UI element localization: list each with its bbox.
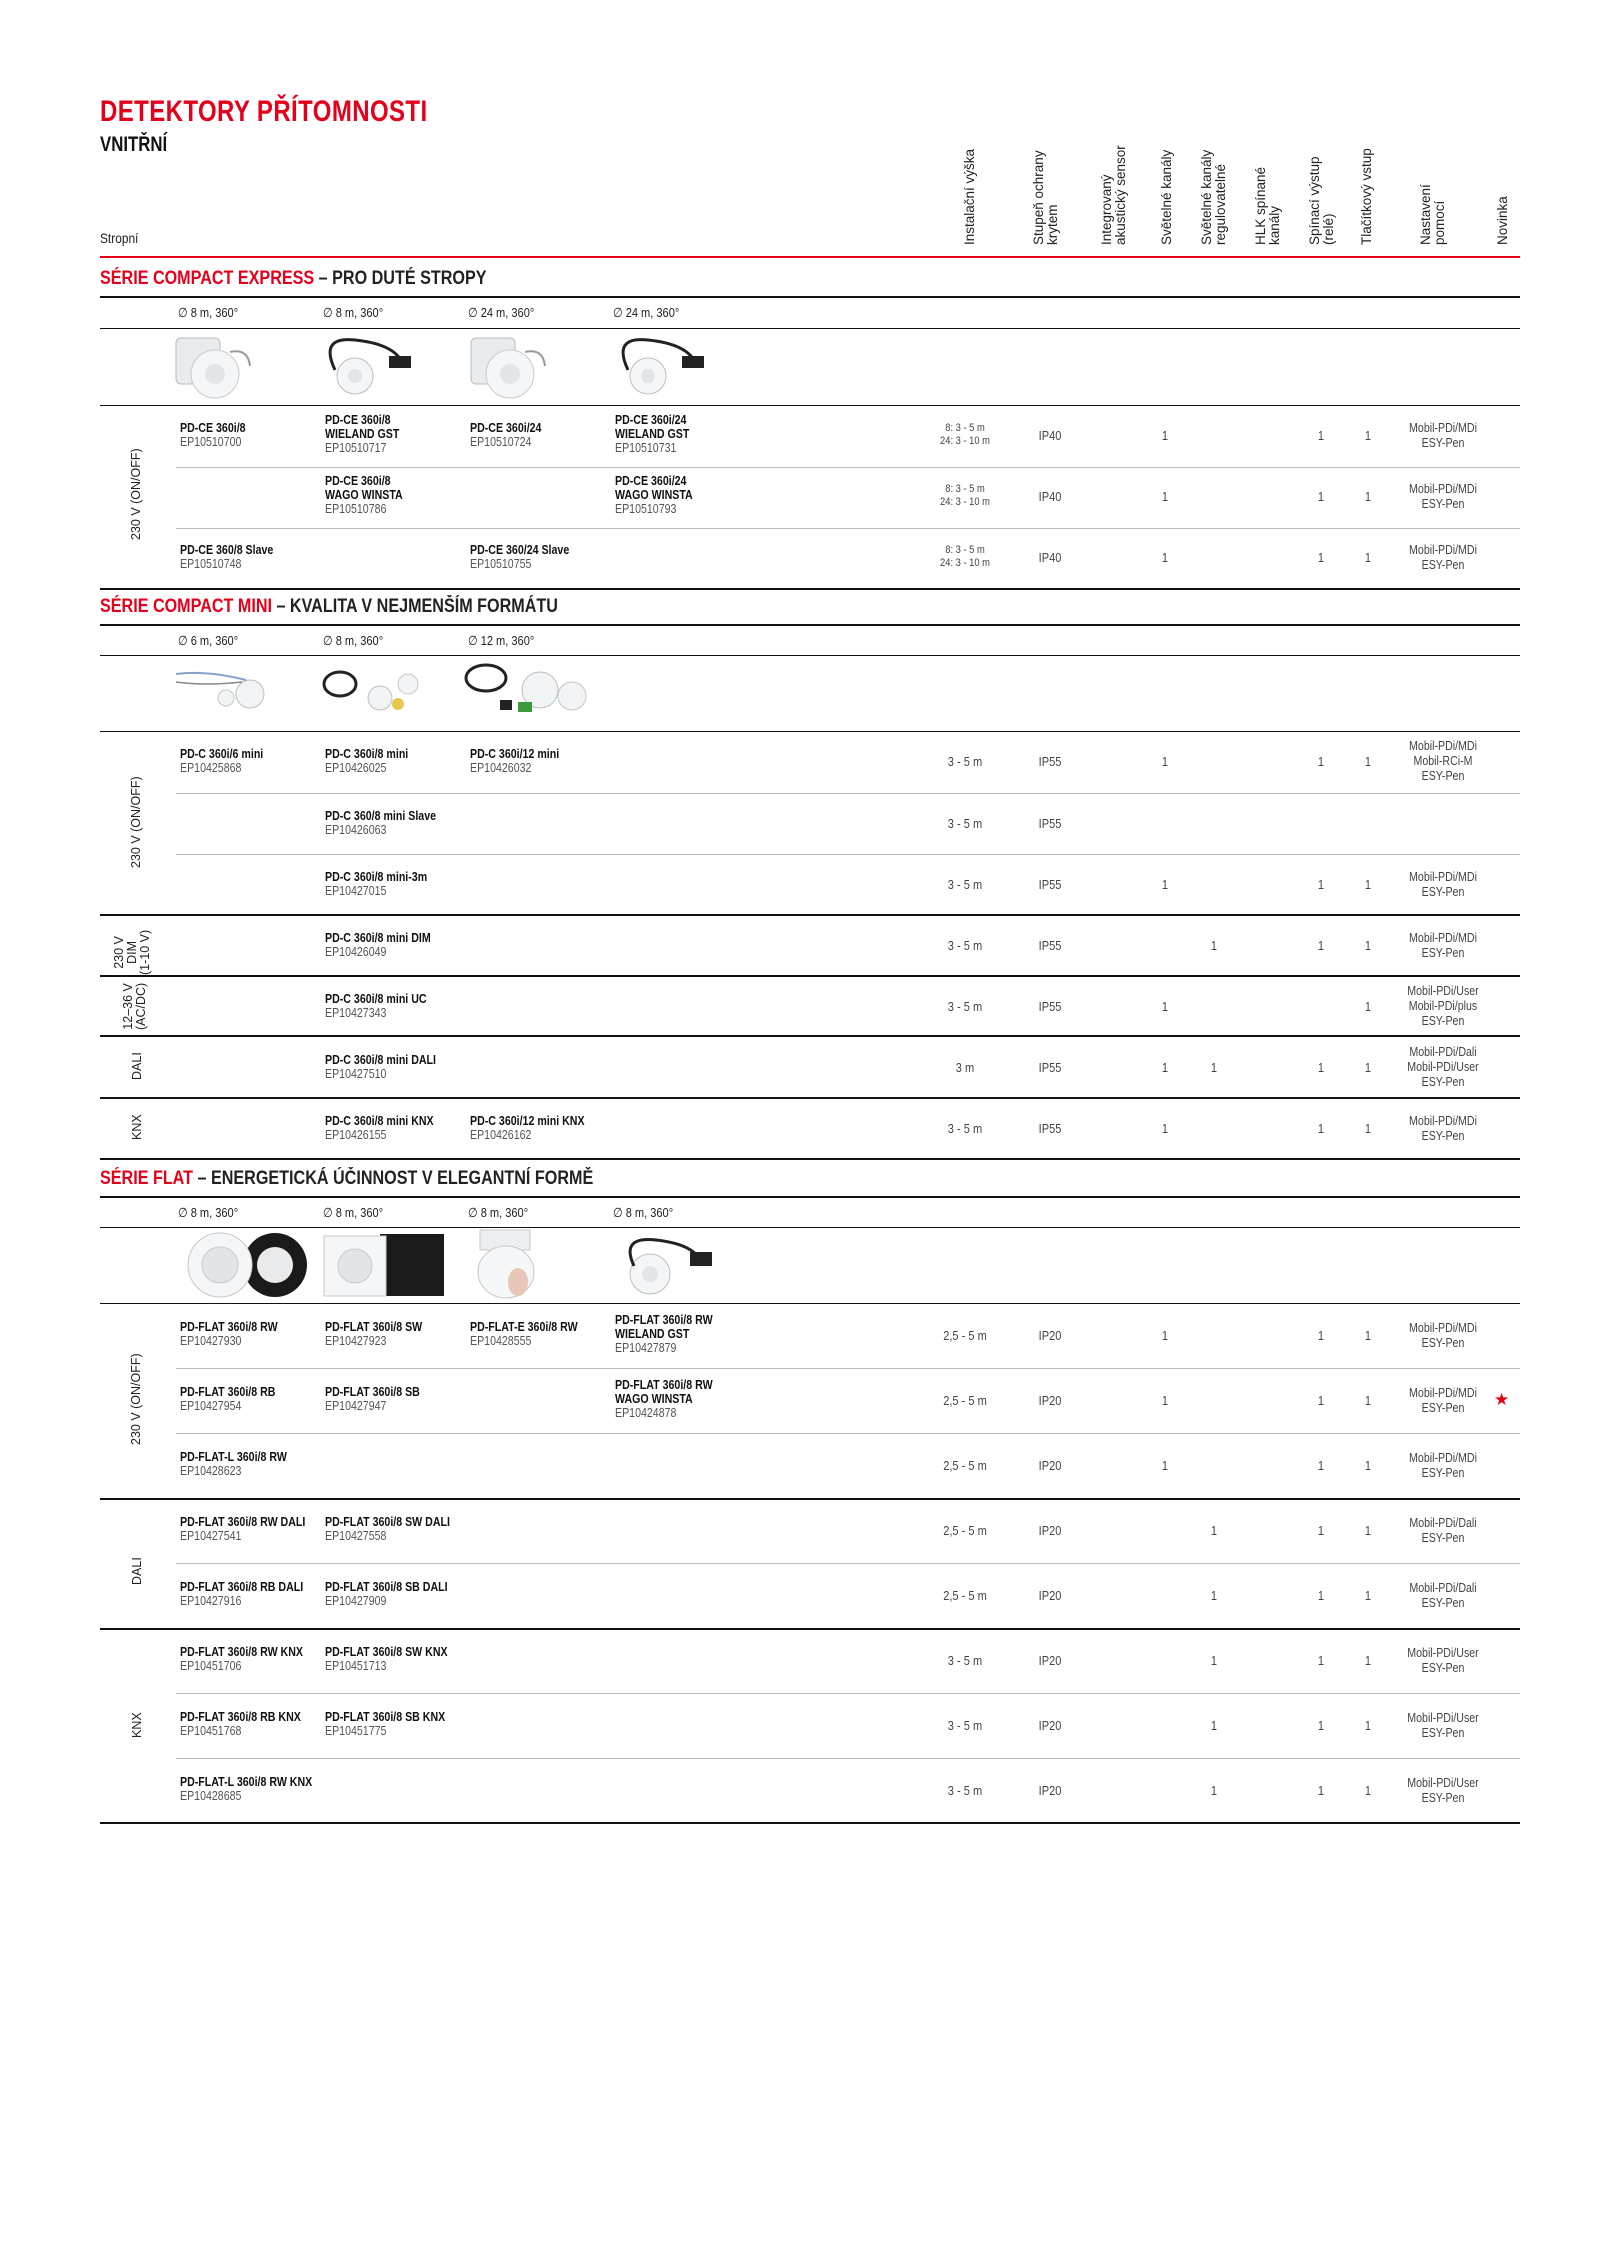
button-input-value: 1 — [1364, 938, 1372, 953]
install-height: 3 m — [955, 1060, 975, 1075]
section-title-flat: SÉRIE FLAT – ENERGETICKÁ ÚČINNOST V ELEGANTNÍ FORMĚ — [100, 1168, 594, 1189]
product-cell: PD-FLAT-L 360i/8 RW KNX EP10428685 — [180, 1775, 313, 1803]
product-cell: PD-FLAT 360i/8 SW EP10427923 — [325, 1320, 423, 1348]
group-rule — [100, 914, 1520, 916]
relay-value: 1 — [1317, 1653, 1325, 1668]
settings-value: Mobil-PDi/MDi ESY-Pen — [1409, 931, 1477, 960]
column-header-dim-channels: Světelné kanály regulovatelné — [1199, 149, 1228, 245]
ip-rating: IP20 — [1038, 1653, 1062, 1668]
dim-channels-value: 1 — [1210, 1060, 1218, 1075]
button-input-value: 1 — [1364, 428, 1372, 443]
relay-value: 1 — [1317, 1393, 1325, 1408]
diameter-label: ∅ 8 m, 360° — [323, 633, 384, 648]
group-rule — [100, 1498, 1520, 1500]
voltage-label: KNX — [130, 1712, 144, 1738]
product-image-pd-ce-24-gst — [608, 330, 718, 400]
relay-value: 1 — [1317, 428, 1325, 443]
section-rule — [100, 624, 1520, 626]
product-image-pd-flat-gst — [612, 1232, 722, 1298]
product-image-pd-c-6-mini — [172, 660, 282, 720]
product-cell: PD-C 360i/8 mini DALI EP10427510 — [325, 1053, 437, 1081]
column-header-light-channels: Světelné kanály — [1159, 149, 1174, 245]
button-input-value: 1 — [1364, 1328, 1372, 1343]
product-cell: PD-FLAT-E 360i/8 RW EP10428555 — [470, 1320, 578, 1348]
dim-channels-value: 1 — [1210, 1588, 1218, 1603]
ip-rating: IP55 — [1038, 1060, 1062, 1075]
product-cell: PD-FLAT 360i/8 SW KNX EP10451713 — [325, 1645, 448, 1673]
diameter-label: ∅ 24 m, 360° — [613, 305, 680, 320]
button-input-value: 1 — [1364, 1783, 1372, 1798]
new-star-icon: ★ — [1494, 1390, 1510, 1409]
diameter-label: ∅ 8 m, 360° — [178, 1205, 239, 1220]
settings-value: Mobil-PDi/Dali ESY-Pen — [1409, 1516, 1477, 1545]
install-height: 3 - 5 m — [947, 1783, 983, 1798]
dim-channels-value: 1 — [1210, 1718, 1218, 1733]
product-cell: PD-FLAT 360i/8 RW KNX EP10451706 — [180, 1645, 303, 1673]
product-cell: PD-FLAT 360i/8 RW DALI EP10427541 — [180, 1515, 306, 1543]
settings-value: Mobil-PDi/MDi ESY-Pen — [1409, 1114, 1477, 1143]
ip-rating: IP55 — [1038, 816, 1062, 831]
product-image-pd-c-12-mini — [460, 656, 600, 720]
install-height: 2,5 - 5 m — [943, 1458, 987, 1473]
product-cell: PD-CE 360/24 Slave EP10510755 — [470, 543, 570, 571]
section-rule — [100, 731, 1520, 732]
button-input-value: 1 — [1364, 1458, 1372, 1473]
section-rule — [100, 588, 1520, 590]
settings-value: Mobil-PDi/MDi Mobil-RCi-M ESY-Pen — [1409, 739, 1477, 783]
dim-channels-value: 1 — [1210, 1783, 1218, 1798]
product-image-pd-c-8-mini — [318, 660, 428, 720]
column-header-new: Novinka — [1495, 196, 1510, 245]
settings-value: Mobil-PDi/MDi ESY-Pen — [1409, 421, 1477, 450]
ip-rating: IP55 — [1038, 938, 1062, 953]
settings-value: Mobil-PDi/User ESY-Pen — [1407, 1646, 1479, 1675]
ip-rating: IP40 — [1038, 489, 1062, 504]
diameter-label: ∅ 24 m, 360° — [468, 305, 535, 320]
install-height: 8: 3 - 5 m 24: 3 - 10 m — [940, 422, 990, 447]
ip-rating: IP55 — [1038, 1121, 1062, 1136]
ip-rating: IP20 — [1038, 1393, 1062, 1408]
product-cell: PD-CE 360i/24 EP10510724 — [470, 421, 542, 449]
relay-value: 1 — [1317, 938, 1325, 953]
button-input-value: 1 — [1364, 489, 1372, 504]
column-header-ip: Stupeň ochrany krytem — [1031, 150, 1060, 245]
section-title-compact-express: SÉRIE COMPACT EXPRESS – PRO DUTÉ STROPY — [100, 268, 487, 289]
voltage-label: 230 V (ON/OFF) — [129, 776, 143, 868]
settings-value: Mobil-PDi/MDi ESY-Pen — [1409, 1386, 1477, 1415]
button-input-value: 1 — [1364, 1121, 1372, 1136]
product-cell: PD-FLAT 360i/8 RB KNX EP10451768 — [180, 1710, 301, 1738]
product-cell: PD-C 360i/8 mini DIM EP10426049 — [325, 931, 431, 959]
light-channels-value: 1 — [1161, 754, 1169, 769]
product-image-pd-ce-24 — [465, 332, 555, 402]
product-cell: PD-C 360i/8 mini UC EP10427343 — [325, 992, 427, 1020]
product-cell: PD-FLAT 360i/8 RW WIELAND GST EP10427879 — [615, 1313, 713, 1355]
install-height: 3 - 5 m — [947, 938, 983, 953]
column-header-relay: Spínací výstup (relé) — [1307, 156, 1336, 245]
relay-value: 1 — [1317, 489, 1325, 504]
dim-channels-value: 1 — [1210, 1523, 1218, 1538]
install-height: 8: 3 - 5 m 24: 3 - 10 m — [940, 483, 990, 508]
product-image-pd-flat-e — [470, 1228, 550, 1302]
ip-rating: IP20 — [1038, 1328, 1062, 1343]
product-cell: PD-C 360/8 mini Slave EP10426063 — [325, 809, 437, 837]
settings-value: Mobil-PDi/Dali Mobil-PDi/User ESY-Pen — [1407, 1045, 1479, 1089]
light-channels-value: 1 — [1161, 550, 1169, 565]
relay-value: 1 — [1317, 1783, 1325, 1798]
settings-value: Mobil-PDi/User ESY-Pen — [1407, 1711, 1479, 1740]
dim-channels-value: 1 — [1210, 938, 1218, 953]
row-divider — [176, 1368, 1520, 1369]
product-cell: PD-C 360i/8 mini-3m EP10427015 — [325, 870, 428, 898]
button-input-value: 1 — [1364, 550, 1372, 565]
product-cell: PD-FLAT 360i/8 SB KNX EP10451775 — [325, 1710, 446, 1738]
light-channels-value: 1 — [1161, 999, 1169, 1014]
diameter-label: ∅ 8 m, 360° — [178, 305, 239, 320]
product-cell: PD-CE 360i/8 EP10510700 — [180, 421, 246, 449]
product-cell: PD-C 360i/8 mini EP10426025 — [325, 747, 409, 775]
settings-value: Mobil-PDi/User Mobil-PDi/plus ESY-Pen — [1407, 984, 1479, 1028]
row-divider — [176, 854, 1520, 855]
ip-rating: IP55 — [1038, 877, 1062, 892]
ip-rating: IP55 — [1038, 999, 1062, 1014]
section-rule — [100, 1227, 1520, 1228]
diameter-label: ∅ 8 m, 360° — [468, 1205, 529, 1220]
settings-value: Mobil-PDi/MDi ESY-Pen — [1409, 482, 1477, 511]
product-cell: PD-FLAT 360i/8 SB DALI EP10427909 — [325, 1580, 448, 1608]
voltage-label: DALI — [130, 1052, 144, 1080]
light-channels-value: 1 — [1161, 1060, 1169, 1075]
product-cell: PD-CE 360/8 Slave EP10510748 — [180, 543, 274, 571]
product-image-pd-ce-8-gst — [315, 330, 425, 400]
page-subtitle: VNITŘNÍ — [100, 133, 168, 156]
ip-rating: IP20 — [1038, 1588, 1062, 1603]
ip-rating: IP40 — [1038, 428, 1062, 443]
install-height: 3 - 5 m — [947, 1718, 983, 1733]
relay-value: 1 — [1317, 1523, 1325, 1538]
header-rule — [100, 256, 1520, 258]
button-input-value: 1 — [1364, 1718, 1372, 1733]
relay-value: 1 — [1317, 754, 1325, 769]
voltage-label: 12–36 V (AC/DC) — [121, 982, 148, 1030]
section-title-compact-mini: SÉRIE COMPACT MINI – KVALITA V NEJMENŠÍM FORMÁTU — [100, 596, 558, 617]
row-divider — [176, 793, 1520, 794]
product-cell: PD-CE 360i/24 WAGO WINSTA EP10510793 — [615, 474, 693, 516]
install-height: 8: 3 - 5 m 24: 3 - 10 m — [940, 544, 990, 569]
row-divider — [176, 1758, 1520, 1759]
product-cell: PD-CE 360i/8 WIELAND GST EP10510717 — [325, 413, 400, 455]
settings-value: Mobil-PDi/MDi ESY-Pen — [1409, 870, 1477, 899]
product-cell: PD-CE 360i/24 WIELAND GST EP10510731 — [615, 413, 690, 455]
group-rule — [100, 1035, 1520, 1037]
column-header-acoustic: Integrovaný akustický sensor — [1099, 145, 1128, 245]
install-height: 3 - 5 m — [947, 1121, 983, 1136]
group-rule — [100, 1628, 1520, 1630]
section-rule — [100, 296, 1520, 298]
light-channels-value: 1 — [1161, 489, 1169, 504]
relay-value: 1 — [1317, 1588, 1325, 1603]
ip-rating: IP20 — [1038, 1783, 1062, 1798]
row-divider — [176, 1563, 1520, 1564]
settings-value: Mobil-PDi/MDi ESY-Pen — [1409, 543, 1477, 572]
settings-value: Mobil-PDi/Dali ESY-Pen — [1409, 1581, 1477, 1610]
product-cell: PD-C 360i/12 mini KNX EP10426162 — [470, 1114, 585, 1142]
settings-value: Mobil-PDi/MDi ESY-Pen — [1409, 1451, 1477, 1480]
install-height: 2,5 - 5 m — [943, 1328, 987, 1343]
settings-value: Mobil-PDi/MDi ESY-Pen — [1409, 1321, 1477, 1350]
group-rule — [100, 1097, 1520, 1099]
install-height: 3 - 5 m — [947, 877, 983, 892]
diameter-label: ∅ 12 m, 360° — [468, 633, 535, 648]
ip-rating: IP20 — [1038, 1718, 1062, 1733]
column-header-hvac: HLK spínané kanály — [1253, 166, 1282, 245]
button-input-value: 1 — [1364, 877, 1372, 892]
product-cell: PD-FLAT 360i/8 RW WAGO WINSTA EP10424878 — [615, 1378, 713, 1420]
button-input-value: 1 — [1364, 1393, 1372, 1408]
ip-rating: IP40 — [1038, 550, 1062, 565]
light-channels-value: 1 — [1161, 428, 1169, 443]
row-divider — [176, 1433, 1520, 1434]
diameter-label: ∅ 6 m, 360° — [178, 633, 239, 648]
dim-channels-value: 1 — [1210, 1653, 1218, 1668]
section-rule — [100, 1196, 1520, 1198]
voltage-label: 230 V (ON/OFF) — [129, 448, 143, 540]
light-channels-value: 1 — [1161, 1393, 1169, 1408]
diameter-label: ∅ 8 m, 360° — [613, 1205, 674, 1220]
mount-type-label: Stropní — [100, 230, 139, 246]
section-rule — [100, 655, 1520, 656]
voltage-label: 230 V DIM (1-10 V) — [112, 929, 152, 975]
install-height: 3 - 5 m — [947, 754, 983, 769]
voltage-label: 230 V (ON/OFF) — [129, 1353, 143, 1445]
button-input-value: 1 — [1364, 1523, 1372, 1538]
product-cell: PD-FLAT-L 360i/8 RW EP10428623 — [180, 1450, 287, 1478]
relay-value: 1 — [1317, 1121, 1325, 1136]
settings-value: Mobil-PDi/User ESY-Pen — [1407, 1776, 1479, 1805]
install-height: 3 - 5 m — [947, 1653, 983, 1668]
ip-rating: IP20 — [1038, 1458, 1062, 1473]
row-divider — [176, 467, 1520, 468]
product-cell: PD-FLAT 360i/8 SW DALI EP10427558 — [325, 1515, 450, 1543]
section-rule — [100, 1303, 1520, 1304]
column-header-settings: Nastavení pomocí — [1418, 184, 1447, 245]
group-rule — [100, 975, 1520, 977]
relay-value: 1 — [1317, 1060, 1325, 1075]
light-channels-value: 1 — [1161, 1328, 1169, 1343]
install-height: 2,5 - 5 m — [943, 1393, 987, 1408]
button-input-value: 1 — [1364, 999, 1372, 1014]
section-rule — [100, 328, 1520, 329]
product-cell: PD-FLAT 360i/8 RB EP10427954 — [180, 1385, 276, 1413]
product-cell: PD-FLAT 360i/8 SB EP10427947 — [325, 1385, 420, 1413]
ip-rating: IP55 — [1038, 754, 1062, 769]
relay-value: 1 — [1317, 1718, 1325, 1733]
button-input-value: 1 — [1364, 754, 1372, 769]
table-end-rule — [100, 1822, 1520, 1824]
section-rule — [100, 405, 1520, 406]
product-image-pd-ce-8 — [170, 332, 260, 402]
voltage-label: DALI — [130, 1557, 144, 1585]
product-image-pd-flat-round — [175, 1230, 315, 1300]
relay-value: 1 — [1317, 550, 1325, 565]
diameter-label: ∅ 8 m, 360° — [323, 305, 384, 320]
column-header-install-height: Instalační výška — [962, 148, 977, 245]
install-height: 2,5 - 5 m — [943, 1523, 987, 1538]
voltage-label: KNX — [130, 1114, 144, 1140]
product-cell: PD-FLAT 360i/8 RW EP10427930 — [180, 1320, 278, 1348]
light-channels-value: 1 — [1161, 1121, 1169, 1136]
product-cell: PD-C 360i/8 mini KNX EP10426155 — [325, 1114, 434, 1142]
product-image-pd-flat-square — [322, 1232, 452, 1298]
install-height: 2,5 - 5 m — [943, 1588, 987, 1603]
button-input-value: 1 — [1364, 1653, 1372, 1668]
page-title: DETEKTORY PŘÍTOMNOSTI — [100, 95, 428, 128]
button-input-value: 1 — [1364, 1060, 1372, 1075]
product-cell: PD-C 360i/6 mini EP10425868 — [180, 747, 264, 775]
diameter-label: ∅ 8 m, 360° — [323, 1205, 384, 1220]
relay-value: 1 — [1317, 1328, 1325, 1343]
install-height: 3 - 5 m — [947, 999, 983, 1014]
product-cell: PD-FLAT 360i/8 RB DALI EP10427916 — [180, 1580, 304, 1608]
ip-rating: IP20 — [1038, 1523, 1062, 1538]
light-channels-value: 1 — [1161, 877, 1169, 892]
section-rule — [100, 1158, 1520, 1160]
install-height: 3 - 5 m — [947, 816, 983, 831]
row-divider — [176, 1693, 1520, 1694]
button-input-value: 1 — [1364, 1588, 1372, 1603]
relay-value: 1 — [1317, 877, 1325, 892]
light-channels-value: 1 — [1161, 1458, 1169, 1473]
column-header-button-input: Tlačítkový vstup — [1359, 148, 1374, 245]
product-cell: PD-CE 360i/8 WAGO WINSTA EP10510786 — [325, 474, 403, 516]
row-divider — [176, 528, 1520, 529]
product-cell: PD-C 360i/12 mini EP10426032 — [470, 747, 560, 775]
relay-value: 1 — [1317, 1458, 1325, 1473]
